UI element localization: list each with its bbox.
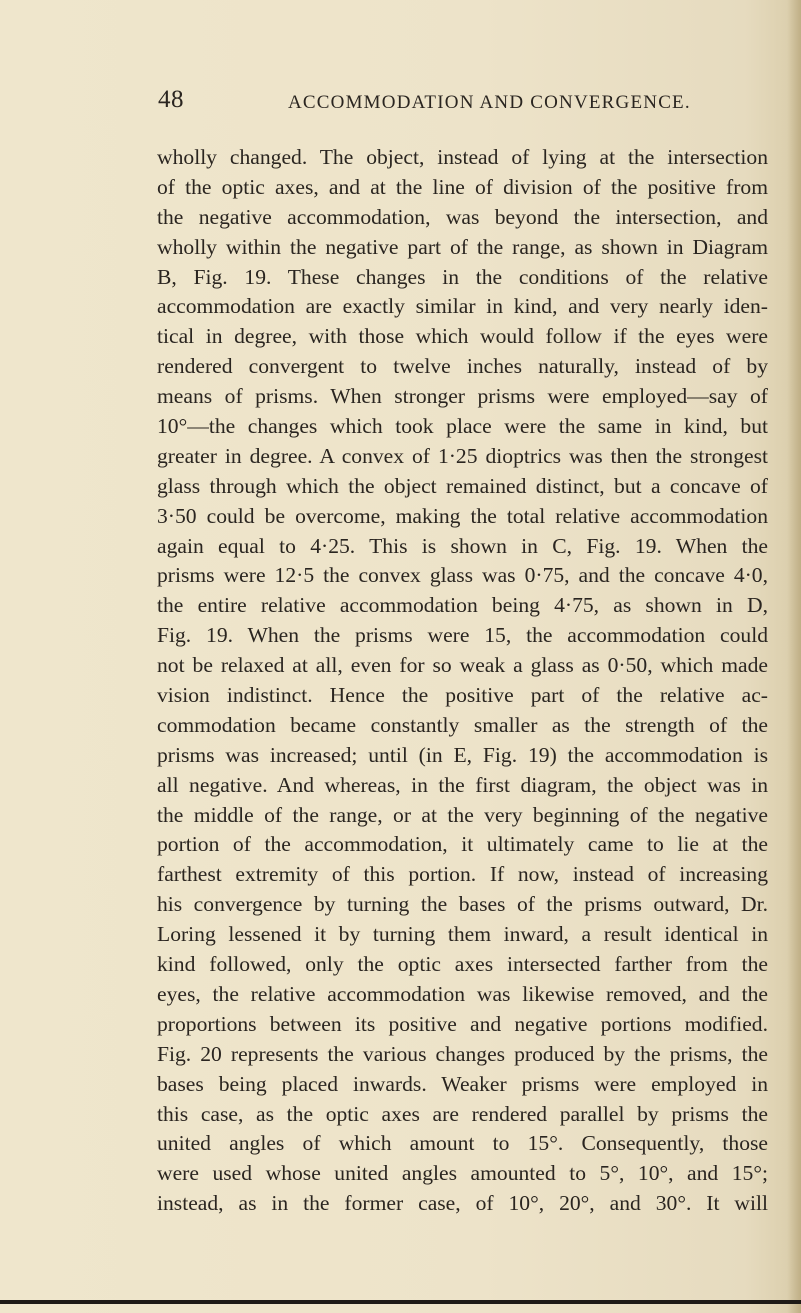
text-line: kind followed, only the optic axes intersected farther from the [157,952,768,977]
text-line: commodation became constantly smaller as the strength of the [157,712,768,737]
text-line: rendered convergent to twelve inches naturally, instead of by [157,354,768,379]
text-line: Fig. 20 represents the various changes produced by the prisms, the [157,1041,768,1066]
text-line: glass through which the object remained distinct, but a concave of [157,473,768,498]
text-line: the entire relative accommodation being 4·75, as shown in D, [157,593,768,618]
text-line: bases being placed inwards. Weaker prisms were employed in [157,1071,768,1096]
body-text [157,143,768,1219]
text-line: proportions between its positive and negative portions modified. [157,1011,768,1036]
text-line: Fig. 19. When the prisms were 15, the accommodation could [157,623,768,648]
text-line: means of prisms. When stronger prisms were employed—say of [157,384,768,409]
text-line: wholly changed. The object, instead of lying at the intersection [157,145,768,169]
text-line: united angles of which amount to 15°. Consequently, those [157,1131,768,1156]
text-line: wholly within the negative part of the range, as shown in Diagram [157,234,768,259]
text-line: 10°—the changes which took place were the same in kind, but [157,414,768,439]
page-edge-shadow [787,0,801,1313]
text-line: this case, as the optic axes are rendered parallel by prisms the [157,1101,768,1126]
text-line: accommodation are exactly similar in kind, and very nearly iden- [157,294,768,319]
text-line: of the optic axes, and at the line of division of the positive from [157,174,768,199]
running-head: ACCOMMODATION AND CONVERGENCE. [288,92,691,113]
text-line: 3·50 could be overcome, making the total relative accommodation [157,503,768,528]
text-line: B, Fig. 19. These changes in the conditions of the relative [157,264,768,289]
text-line: instead, as in the former case, of 10°, 20°, and 30°. It will [157,1191,768,1216]
text-line: the negative accommodation, was beyond the intersection, and [157,204,768,229]
text-line: the middle of the range, or at the very beginning of the negative [157,802,768,827]
bottom-border-rule [0,1300,801,1304]
page-number: 48 [158,86,184,113]
text-line: all negative. And whereas, in the first diagram, the object was in [157,772,768,797]
text-line: eyes, the relative accommodation was likewise removed, and the [157,981,768,1006]
text-line: vision indistinct. Hence the positive part of the relative ac- [157,683,768,708]
text-line: again equal to 4·25. This is shown in C, Fig. 19. When the [157,533,768,558]
text-line: his convergence by turning the bases of the prisms outward, Dr. [157,892,768,917]
text-line: greater in degree. A convex of 1·25 dioptrics was then the strongest [157,443,768,468]
text-line: were used whose united angles amounted to 5°, 10°, and 15°; [157,1161,768,1186]
text-line: not be relaxed at all, even for so weak a glass as 0·50, which made [157,653,768,678]
text-line: prisms was increased; until (in E, Fig. 19) the accommodation is [157,742,768,767]
text-line: prisms were 12·5 the convex glass was 0·75, and the concave 4·0, [157,563,768,588]
text-line: farthest extremity of this portion. If now, instead of increasing [157,862,768,887]
text-line: tical in degree, with those which would follow if the eyes were [157,324,768,349]
text-line: Loring lessened it by turning them inward, a result identical in [157,922,768,947]
text-line: portion of the accommodation, it ultimately came to lie at the [157,832,768,857]
page-header [158,86,768,126]
